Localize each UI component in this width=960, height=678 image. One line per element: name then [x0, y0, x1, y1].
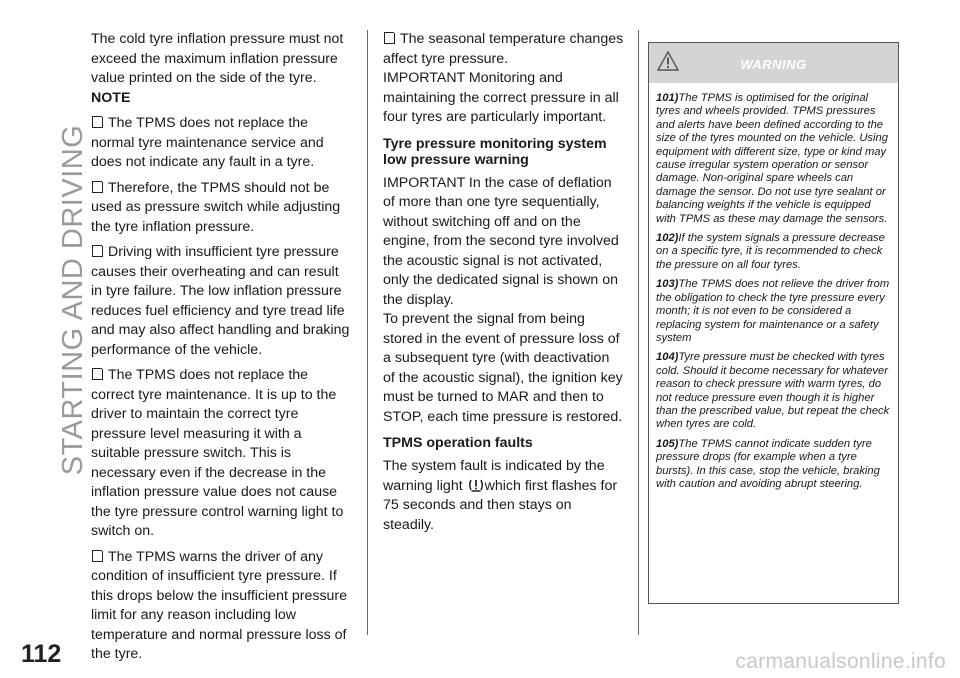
bullet-text: The seasonal temperature changes affect tyre pressure.	[383, 31, 624, 67]
warning-header	[649, 43, 898, 83]
warning-item	[656, 351, 892, 431]
paragraph: To prevent the signal from being stored in the event of pressure loss of a subsequent tyre (with deactivation of the acoustic signal), the ignition key must be turned to MAR and then to STOP, each time pressure is restored.	[383, 311, 623, 425]
warning-item-number: 102)	[656, 232, 679, 245]
warning-item-text: The TPMS cannot indicate sudden tyre pressure drops (for example when a tyre bursts). In this case, stop the vehicle, braking with caution and avoiding abrupt steering.	[656, 437, 880, 490]
bullet-item	[91, 366, 353, 542]
warning-box	[648, 42, 899, 604]
paragraph: IMPORTANT Monitoring and maintaining the correct pressure in all four tyres are particularly important.	[383, 70, 619, 125]
warning-item	[656, 92, 892, 226]
bullet-text: The TPMS does not replace the normal tyre maintenance service and does not indicate any fault in a tyre.	[91, 115, 324, 170]
column-divider	[367, 30, 368, 635]
warning-item-text: The TPMS is optimised for the original tyres and wheels provided. TPMS pressures and alerts have been defined according to the size of the tyres mounted on the vehicle. Using equipment with different size, type or kind may cause irregular system operation or sensor damage. Non-original spare wheels can damage the sensor. Do not use tyre sealant or balancing weights if the vehicle is equipped with TPMS as these may damage the sensors.	[656, 92, 888, 225]
section-heading: TPMS operation faults	[383, 435, 533, 451]
paragraph-text: The system fault is indicated by the warning light	[383, 458, 605, 494]
warning-body	[649, 83, 898, 491]
page-number: 112	[21, 640, 62, 668]
note-label: NOTE	[91, 89, 131, 106]
checkbox-bullet-icon	[92, 550, 103, 562]
warning-item-number: 104)	[656, 351, 679, 364]
bullet-text: Driving with insufficient tyre pressure causes their overheating and can result in tyre failure. The low inflation pressure reduces fuel efficiency and tyre tread life and may also affect handling and braking performance of the vehicle.	[91, 244, 350, 358]
warning-item	[656, 232, 892, 272]
paragraph: The cold tyre inflation pressure must not exceed the maximum inflation pressure value printed on the side of the tyre.	[91, 31, 344, 86]
warning-item-text: Tyre pressure must be checked with tyres cold. Should it become necessary for whatever reason to check pressure with warm tyres, do not reduce pressure even though it is higher than the prescribed value, but repeat the check when tyres are cold.	[656, 351, 890, 431]
checkbox-bullet-icon	[384, 32, 395, 44]
checkbox-bullet-icon	[92, 245, 103, 257]
paragraph: IMPORTANT In the case of deflation of more than one tyre sequentially, without switching off and on the engine, from the second tyre involved the acoustic signal is not activated, only the dedicated signal is shown on the display.	[383, 174, 619, 308]
text-column-1	[91, 30, 353, 665]
warning-item-number: 103)	[656, 278, 679, 291]
bullet-text: Therefore, the TPMS should not be used as pressure switch while adjusting the tyre inflation pressure.	[91, 179, 341, 235]
bullet-item	[91, 243, 353, 360]
paragraph	[383, 457, 625, 535]
warning-item	[656, 278, 892, 345]
bullet-text: The TPMS does not replace the correct tyre maintenance. It is up to the driver to maintain the correct tyre pressure level measuring it with a suitable pressure switch. This is necessary even if the decrease in the inflation pressure value does not cause the tyre pressure control warning light to switch on.	[91, 367, 344, 539]
warning-item-number: 105)	[656, 437, 679, 450]
text-column-2	[383, 30, 625, 535]
bullet-item	[91, 114, 353, 173]
checkbox-bullet-icon	[92, 368, 103, 380]
column-divider	[638, 30, 639, 635]
bullet-item	[91, 179, 353, 238]
checkbox-bullet-icon	[92, 116, 103, 128]
warning-item-text: The TPMS does not relieve the driver from the obligation to check the tyre pressure every month; it is not even to be considered a replacing system for maintenance or a safety system	[656, 278, 890, 344]
section-title-text: STARTING AND DRIVING	[57, 124, 89, 476]
warning-title: WARNING	[740, 57, 807, 72]
paragraph-text: which first flashes for 75 seconds and then stays on steadily.	[383, 477, 618, 533]
watermark: carmanualsonline.info	[735, 650, 946, 673]
warning-item-number: 101)	[656, 92, 679, 104]
section-heading: Tyre pressure monitoring system low pressure warning	[383, 135, 607, 168]
bullet-text: The TPMS warns the driver of any condition of insufficient tyre pressure. If this drops below the insufficient pressure limit for any reason including low temperature and normal pressure loss of the tyre.	[91, 548, 348, 662]
bullet-item	[91, 548, 353, 665]
tpms-warning-light-icon	[468, 477, 484, 493]
warning-item-text: If the system signals a pressure decrease on a specific tyre, it is recommended to check the pressure on all four tyres.	[656, 232, 885, 271]
bullet-item	[383, 30, 625, 69]
warning-item	[656, 438, 892, 492]
checkbox-bullet-icon	[92, 181, 103, 193]
